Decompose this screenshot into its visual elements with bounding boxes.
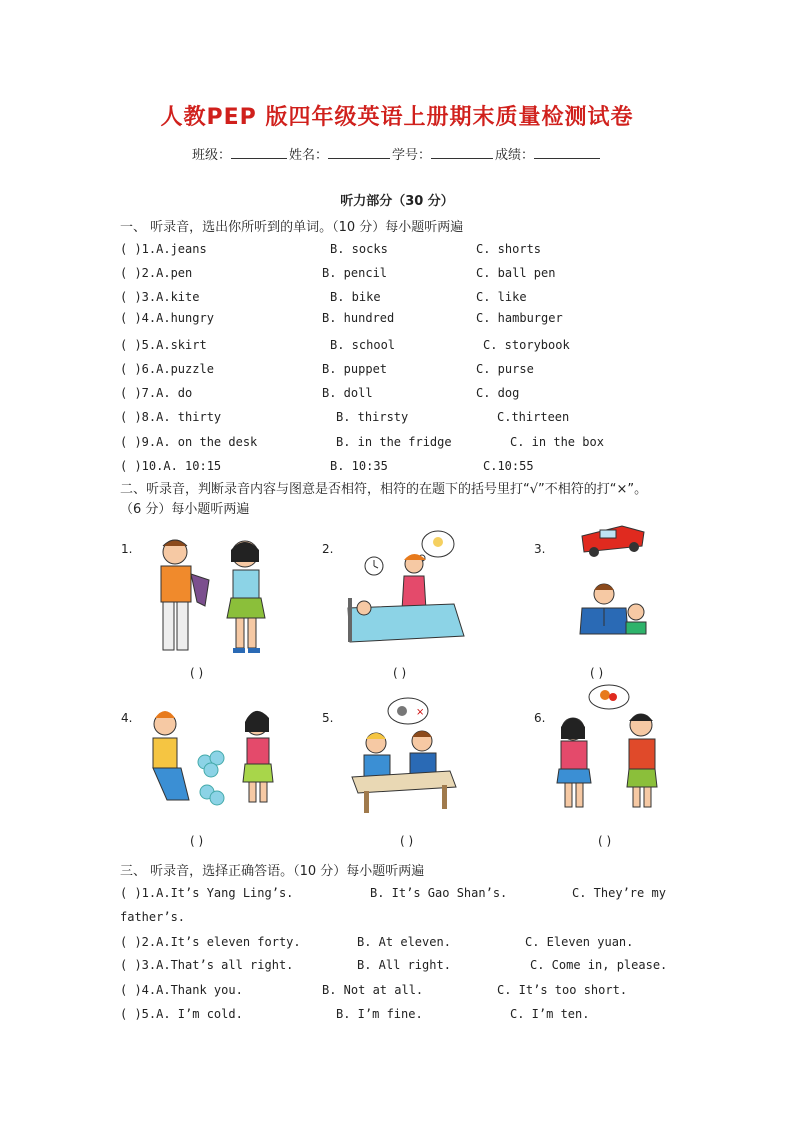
picture-number: 2. [322, 542, 334, 556]
picture-2-mother-bedtime [344, 526, 469, 658]
answer-parentheses[interactable]: ( ) [598, 834, 612, 848]
picture-4-kids-balloons [145, 702, 275, 810]
score-label: 成绩： [495, 148, 535, 163]
picture-number: 3. [534, 542, 546, 556]
section3-heading: 三、 听录音，选择正确答语。（10 分）每小题听两遍 [120, 864, 425, 879]
picture-1-boy-girl-clothes [145, 532, 280, 657]
section2-heading-line1: 二、听录音，判断录音内容与图意是否相符，相符的在题下的括号里打“√”不相符的打“×”。 [120, 482, 648, 497]
picture-number: 4. [121, 711, 133, 725]
score-blank[interactable] [534, 146, 600, 159]
listening-header: 听力部分（30 分） [340, 194, 454, 209]
section1-heading: 一、 听录音，选出你所听到的单词。（10 分）每小题听两遍 [120, 220, 464, 235]
picture-6-girl-boy-thinking [553, 683, 663, 813]
id-blank[interactable] [431, 146, 493, 159]
id-label: 学号： [392, 148, 432, 163]
picture-number: 5. [322, 711, 334, 725]
student-info-line [0, 144, 794, 163]
answer-parentheses[interactable]: ( ) [393, 666, 407, 680]
picture-5-boys-at-table [346, 695, 458, 815]
name-blank[interactable] [328, 146, 390, 159]
answer-parentheses[interactable]: ( ) [400, 834, 414, 848]
picture-number: 6. [534, 711, 546, 725]
answer-parentheses[interactable]: ( ) [190, 666, 204, 680]
svg-text:×: × [416, 707, 425, 718]
picture-number: 1. [121, 542, 133, 556]
answer-parentheses[interactable]: ( ) [190, 834, 204, 848]
name-label: 姓名： [288, 148, 328, 163]
section2-heading-line2: （6 分）每小题听两遍 [120, 502, 250, 517]
class-blank[interactable] [231, 146, 287, 159]
class-label: 班级： [191, 148, 231, 163]
answer-parentheses[interactable]: ( ) [590, 666, 604, 680]
picture-3-car-man-boy [552, 522, 662, 637]
page-title: 人教PEP 版四年级英语上册期末质量检测试卷 [160, 105, 634, 130]
